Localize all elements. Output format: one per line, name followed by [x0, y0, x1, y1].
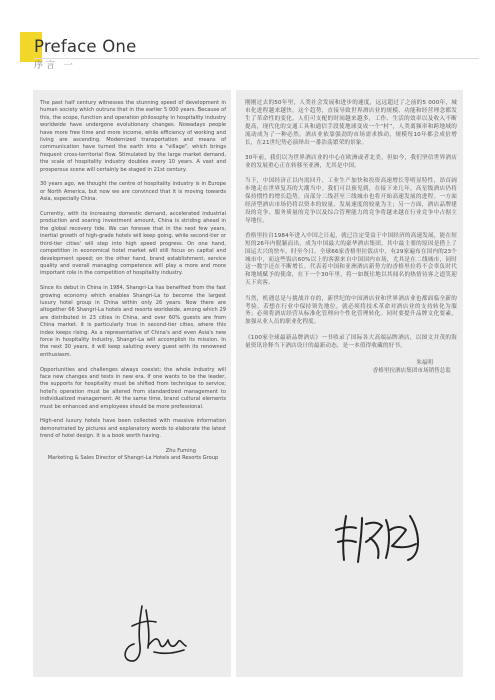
chinese-text-panel: [236, 90, 463, 677]
english-text-panel: [33, 90, 231, 677]
page-subtitle-chinese: 序言 一: [34, 61, 76, 71]
chinese-signer-name: 朱福明: [416, 360, 433, 367]
handwritten-signature-english: [118, 600, 192, 670]
page-title: Preface One: [34, 37, 137, 56]
english-paragraph-6: High-end luxury hotels have been collected with massive information demonstrated by pictures and explanatory words to elaborate the latest trend of hotel design. It is a book worth having.: [40, 418, 226, 440]
english-signer-name: Zhu Fuming: [165, 448, 196, 454]
english-signer-role: Marketing & Sales Director of Shangri-La Hotels and Resorts Group: [47, 455, 219, 462]
english-paragraph-2: 30 years ago, we thought the centre of hospitality industry is in Europe or North America, but now we are convinced that it is moving towards Asia, especially China.: [40, 181, 226, 203]
handwritten-signature-chinese: [332, 508, 426, 570]
chinese-paragraph-1: 刚刚过去的50年里，人类社会发展和进步的速度，远远超过了之前的5 000年，城市化进程越来越快。这个趋势，直接导致世界酒店业的规模、功能和经营理念都发生了革命性的变化。人们可支配的时间越来越多，工作、生活的效率以及收入不断提高，现代化的交通工具和通信手段使地球变成一个“村”，人类离频率和跨地域的流动成为了一种必然。酒店业依靠强劲的市场需求推动，规模每10年都会成倍增长，在21世纪势必演绎出一番浩荡繁荣的景象。: [245, 100, 457, 146]
chinese-paragraph-4: 香格里拉自1984年进入中国之日起，就已注定受益于中国经济的高速发展，能在短短的26年内脱颖而出，成为中国最大的豪华酒店集团，其中最主要的原因是搭上了国运大兴的快车。时至今日，全球66家香格里拉饭店中，有29家遍布在国内的23个城市中，而这些饭店60%以上的客源来自中国国内市场，尤其是在二线城市，同时这一数字还在不断增长。代表着中国和亚洲酒店新势力的香格里拉将不会辜负时代和地域赋予的使命，在下一个30年里，将一如既往地以其闻名的热情待客之道笑迎天下宾客。: [245, 232, 457, 287]
title-divider: [34, 58, 479, 59]
chinese-paragraph-2: 30年前，我们以为世界酒店业的中心在欧洲或者北美，但如今，我们坚信世界酒店业的发展重心正在转移至亚洲，尤其是中国。: [245, 154, 457, 169]
chinese-paragraph-3: 当下，中国经济正以内需回升、工业生产加快和投资高速增长等明显特性，昂首阔步地走在世界复苏的大潮当中。我们可以预见到，在接下来几年，高星级酒店仍将保持惯性的增长趋势，而部分二线甚至三线城市也将开始高速发展的进程。一方面经济型酒店市场仍将以资本的较量、发展速度的较量为主；另一方面，酒店品牌建设的竞争、服务质量的竞争以及综合管理能力的竞争将越来越在行业竞争中占据主导地位。: [245, 178, 457, 224]
english-paragraph-1: The past half century witnesses the stunning speed of development in human society which outruns that in the earlier 5 000 years. Because of this, the scope, function and operation philosophy in hospitality industry worldwide have undergone evolutionary changes. Nowadays people have more free time and more income, while efficiency of working and living are ascending. Modernized transportation and means of communication have turned the earth into a "village", which brings frequent cross-territorial flow. Stimulated by the large market demand, the scale of hospitality industry doubles every 10 years. A vast and prosperous scene will certainly be staged in 21st century.: [40, 100, 226, 173]
chinese-paragraph-5: 当然，机遇总是与挑战并存的，新世纪的中国酒店业和世界酒店业也都面临全新的考验。若想在行业中保持领先地位，就必须将技术革命对酒店业的支持转化为服务；必须将酒店经营从标准化管理向个性化管理转化。同时要提升品牌文化要素，加强从业人员的职业化程度。: [245, 295, 457, 326]
chinese-paragraph-6: 《100家全球最新品牌酒店》一书收录了国际各大高端品牌酒店，以图文并茂的海量资讯诠释当下酒店设计的最新动态，是一本值得收藏的好书。: [245, 334, 457, 349]
english-paragraph-4: Since its debut in China in 1984, Shangri-La has benefited from the fast growing economy which enables Shangri-La to become the largest luxury hotel group in China within only 26 years. Now there are altogether 66 Shangri-La hotels and resorts worldwide, among which 29 are distributed in 23 cities in China, and over 60% guests are from China market. It is particularly true in second-tier cities, where this index keeps rising. As a representative of China's and even Asia's new force in hospitality industry, Shangri-La will accomplish its mission. In the next 30 years, it will keep saluting every guest with its renowned enthusiasm.: [40, 285, 226, 358]
english-paragraph-5: Opportunities and challenges always coexist; the whole industry will face new changes and tests in new era. If one wants to be the leader, the supports for hospitality must be shifted from technique to service; hotel's operation must be altered from standardized management to individualized management. At the same time, brand cultural elements must be enhanced and employees should be more professional.: [40, 366, 226, 410]
english-paragraph-3: Currently, with its increasing domestic demand, accelerated industrial production and soaring investment amount, China is striding ahead in the global recovery tide. We can foresee that in the next few years, inertial growth of high-grade hotels will keep going, while second-tier or third-tier cities' will step into high speed progress. On one hand, competition in economical hotel market will still focus on capital and development speed; on the other hand, brand establishment, service quality and overall managing competence will play a more and more important role in the competition of hospitality industry.: [40, 211, 226, 277]
chinese-signer-role: 香格里拉酒店集团市场销售总监: [372, 368, 451, 375]
